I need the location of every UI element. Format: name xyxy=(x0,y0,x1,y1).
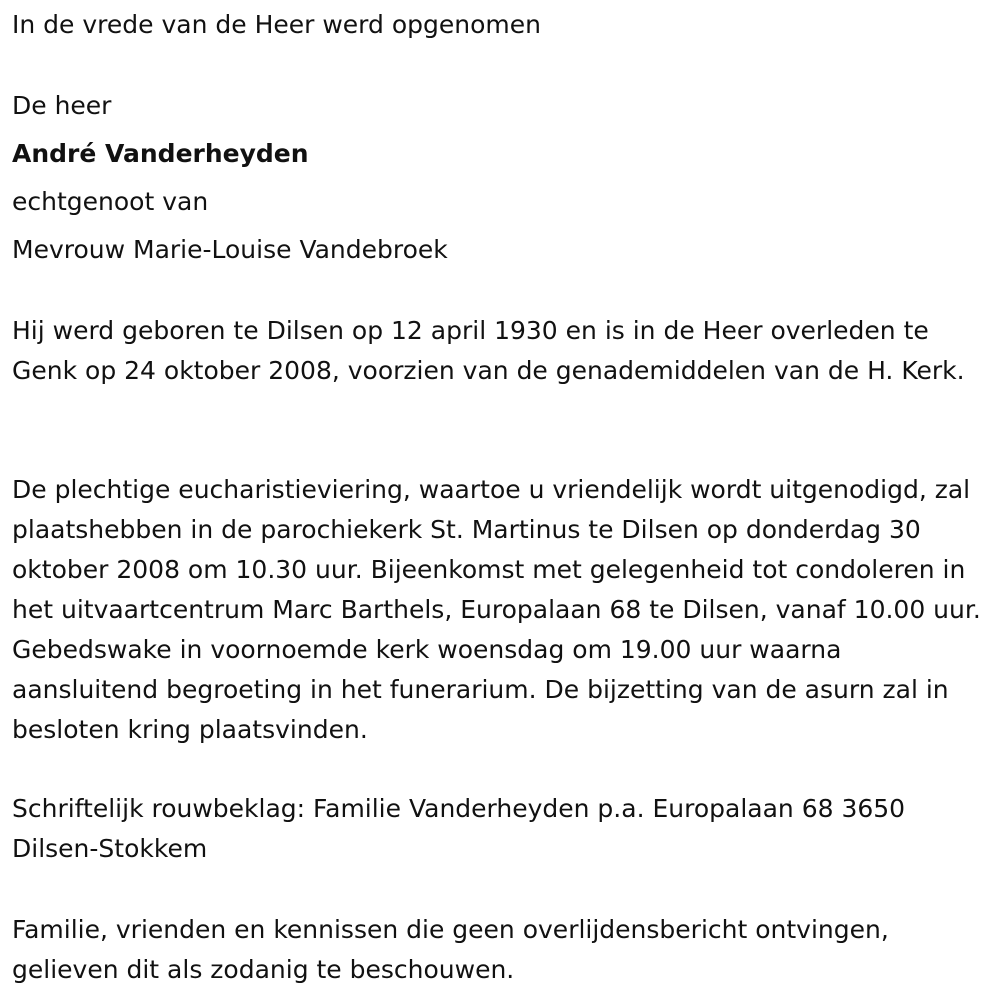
condolence-address-paragraph: Schriftelijk rouwbeklag: Familie Vanderheyden p.a. Europalaan 68 3650 Dilsen-Stokkem xyxy=(12,794,906,863)
closing-paragraph: Familie, vrienden en kennissen die geen overlijdensbericht ontvingen, gelieven dit als zodanig te beschouwen. xyxy=(12,915,889,984)
intro-line: In de vrede van de Heer werd opgenomen xyxy=(12,10,541,39)
relation-line: echtgenoot van xyxy=(12,187,209,216)
deceased-name: André Vanderheyden xyxy=(12,139,309,168)
salutation: De heer xyxy=(12,91,112,120)
birth-death-paragraph: Hij werd geboren te Dilsen op 12 april 1930 en is in de Heer overleden te Genk op 24 oktober 2008, voorzien van de genademiddelen van de H. Kerk. xyxy=(12,316,965,385)
spouse-name: Mevrouw Marie-Louise Vandebroek xyxy=(12,235,448,264)
ceremony-paragraph: De plechtige eucharistieviering, waartoe u vriendelijk wordt uitgenodigd, zal plaatshebben in de parochiekerk St. Martinus te Dilsen op donderdag 30 oktober 2008 om 10.30 uur. Bijeenkomst met gelegenheid tot condoleren in het uitvaartcentrum Marc Barthels, Europalaan 68 te Dilsen, vanaf 10.00 uur. Gebedswake in voornoemde kerk woensdag om 19.00 uur waarna aansluitend begroeting in het funerarium. De bijzetting van de asurn zal in besloten kring plaatsvinden. xyxy=(12,475,981,744)
